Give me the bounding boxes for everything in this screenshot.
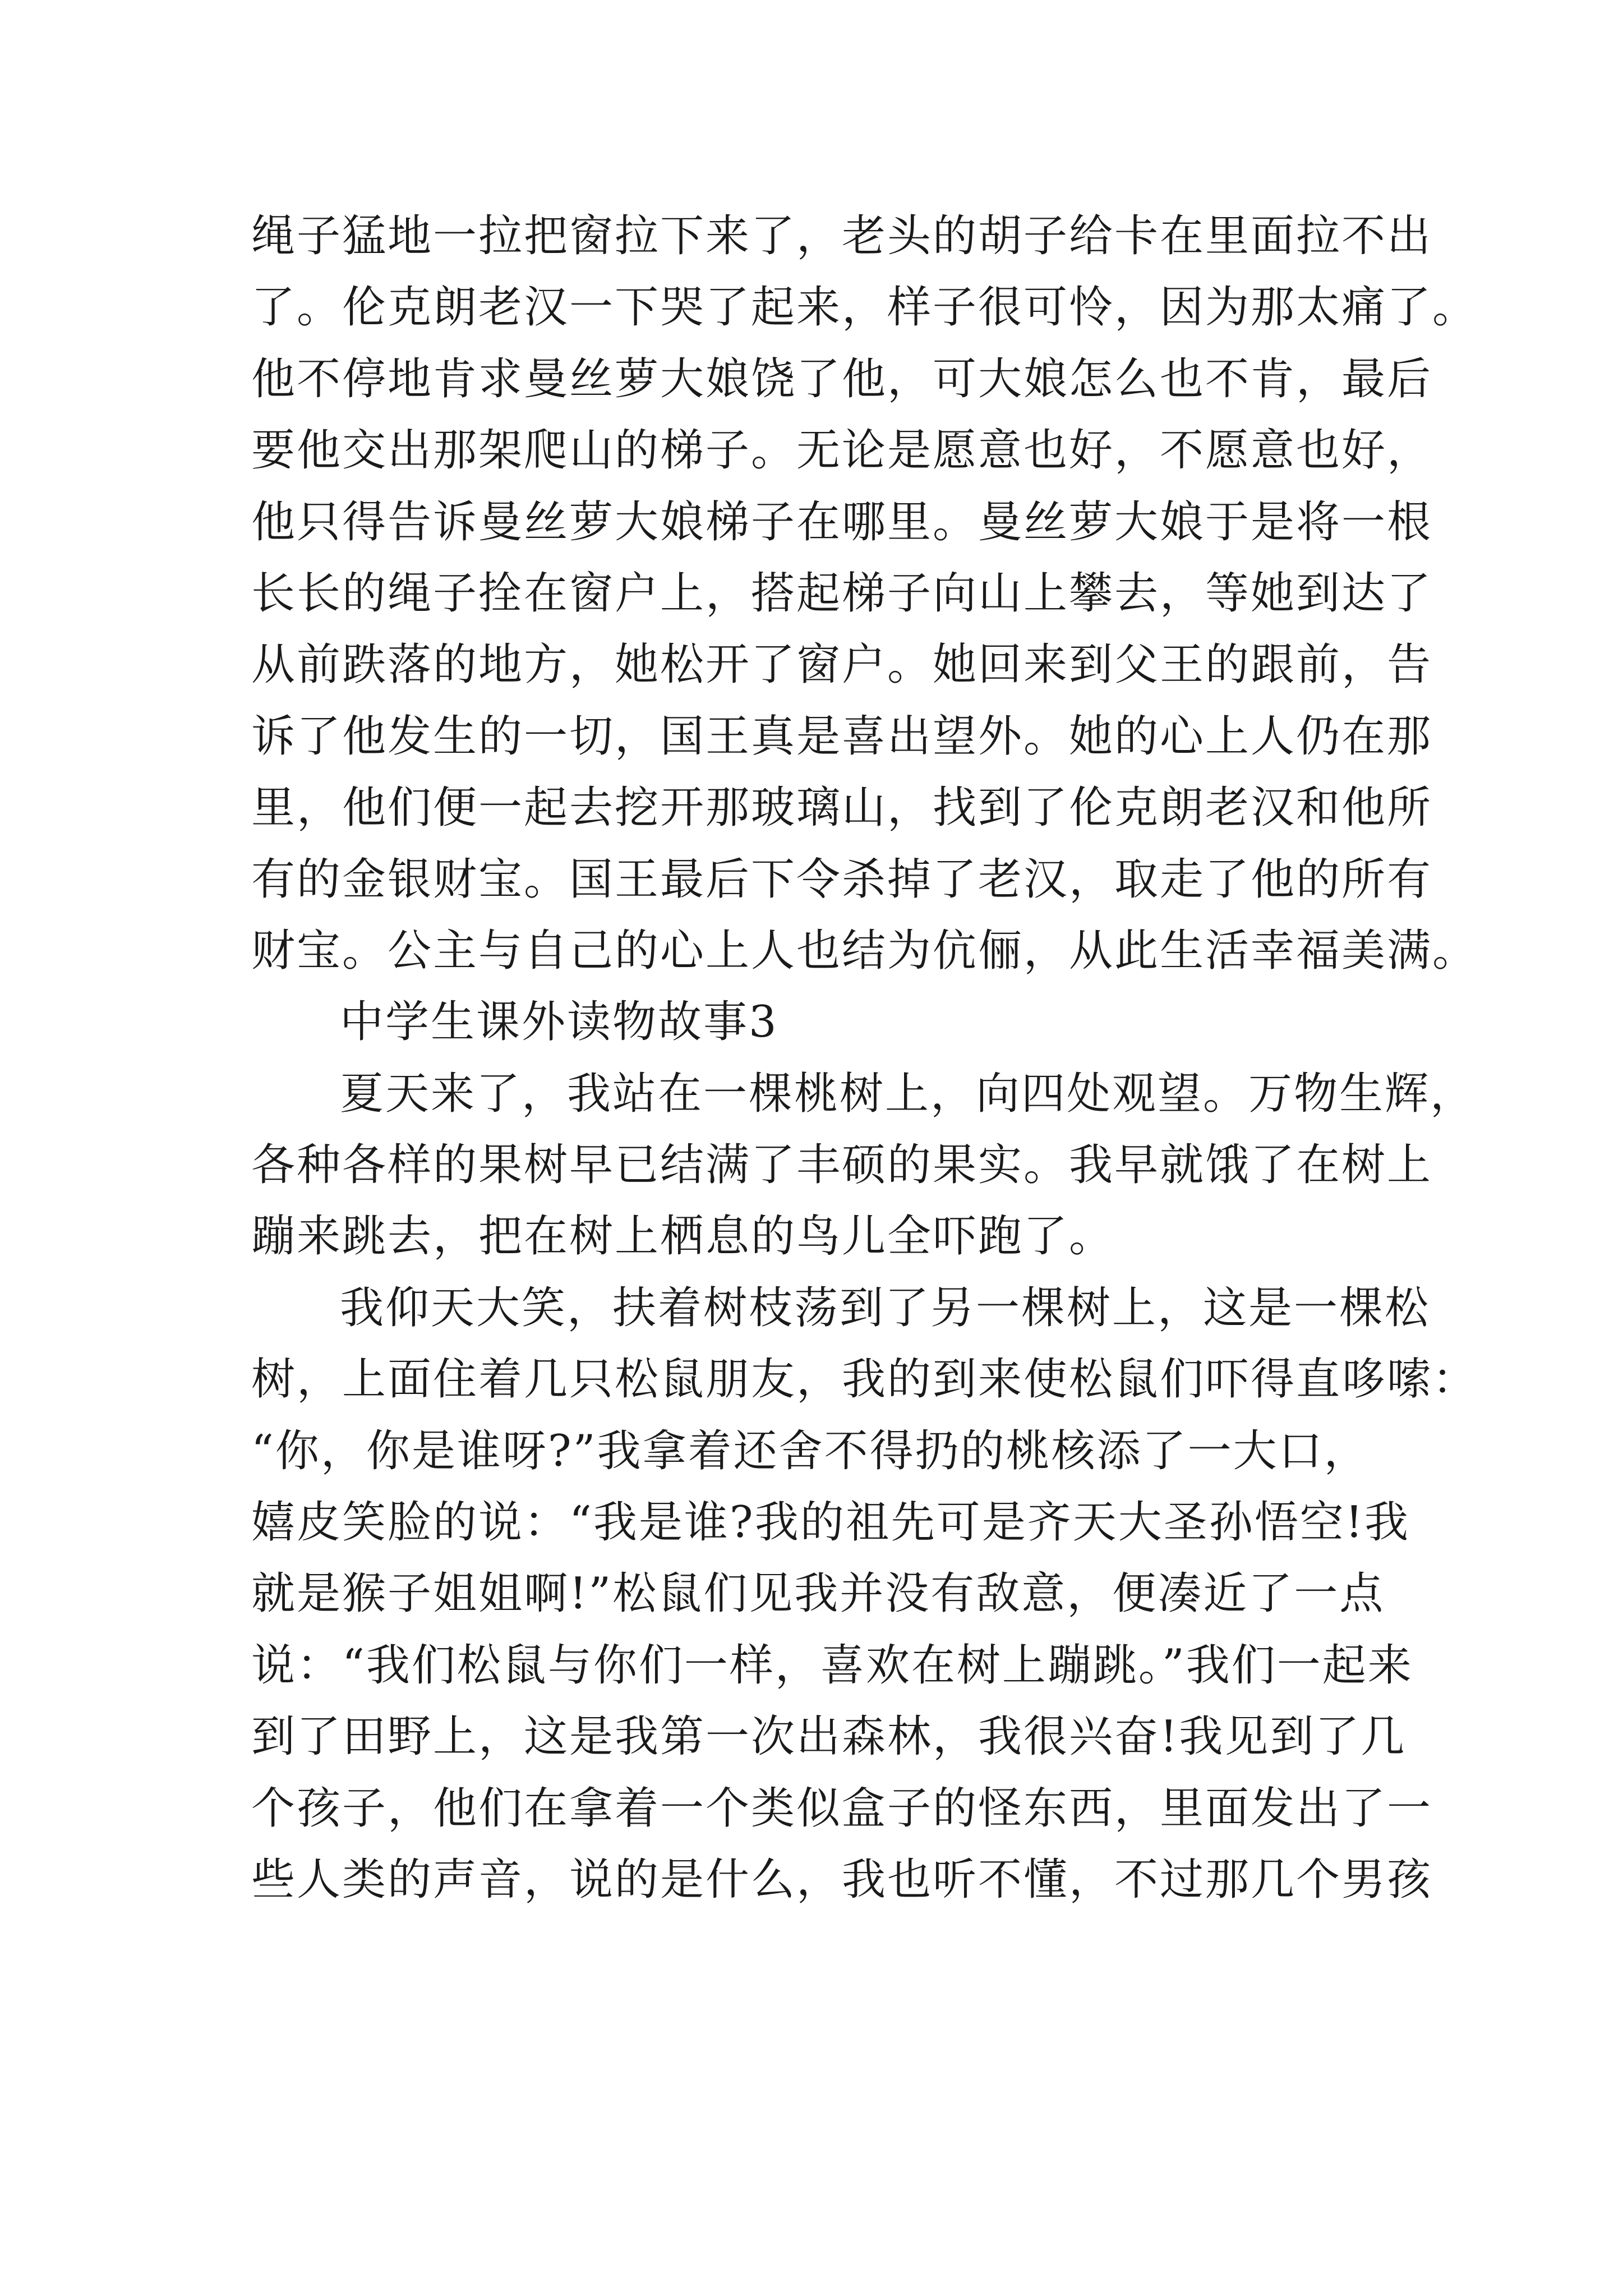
- text-line: 里，他们便一起去挖开那玻璃山，找到了伦克朗老汉和他所: [251, 783, 1433, 834]
- text-line: 树，上面住着几只松鼠朋友，我的到来使松鼠们吓得直哆嗦：: [251, 1354, 1478, 1405]
- text-line: 了。伦克朗老汉一下哭了起来，样子很可怜，因为那太痛了。: [251, 282, 1478, 333]
- text-line: 蹦来跳去，把在树上栖息的鸟儿全吓跑了。: [251, 1211, 1115, 1262]
- text-line: 到了田野上，这是我第一次出森林，我很兴奋!我见到了几: [251, 1711, 1407, 1763]
- text-line: 嬉皮笑脸的说：“我是谁?我的祖先可是齐天大圣孙悟空!我: [251, 1497, 1410, 1548]
- text-line: 我仰天大笑，扶着树枝荡到了另一棵树上，这是一棵松: [340, 1282, 1431, 1333]
- text-line: 从前跌落的地方，她松开了窗户。她回来到父王的跟前，告: [251, 639, 1433, 691]
- text-line: 绳子猛地一拉把窗拉下来了，老头的胡子给卡在里面拉不出: [251, 211, 1433, 261]
- text-line: “你，你是谁呀?”我拿着还舍不得扔的桃核添了一大口，: [251, 1425, 1370, 1476]
- text-line: 他不停地肯求曼丝萝大娘饶了他，可大娘怎么也不肯，最后: [251, 353, 1433, 404]
- text-line: 夏天来了，我站在一棵桃树上，向四处观望。万物生辉，: [340, 1068, 1476, 1119]
- text-line: 财宝。公主与自己的心上人也结为伉俪，从此生活幸福美满。: [251, 925, 1478, 976]
- text-line: 些人类的声音，说的是什么，我也听不懂，不过那几个男孩: [251, 1854, 1433, 1905]
- text-line: 各种各样的果树早已结满了丰硕的果实。我早就饿了在树上: [251, 1140, 1433, 1191]
- section-heading: 中学生课外读物故事3: [340, 997, 778, 1048]
- text-line: 个孩子，他们在拿着一个类似盒子的怪东西，里面发出了一: [251, 1783, 1433, 1834]
- text-line: 有的金银财宝。国王最后下令杀掉了老汉，取走了他的所有: [251, 854, 1433, 905]
- text-line: 说：“我们松鼠与你们一样，喜欢在树上蹦跳。”我们一起来: [251, 1640, 1413, 1691]
- text-line: 就是猴子姐姐啊!”松鼠们见我并没有敌意，便凑近了一点: [251, 1568, 1385, 1619]
- text-line: 他只得告诉曼丝萝大娘梯子在哪里。曼丝萝大娘于是将一根: [251, 496, 1433, 547]
- text-line: 要他交出那架爬山的梯子。无论是愿意也好，不愿意也好，: [251, 425, 1433, 476]
- body-text: [251, 201, 1478, 1916]
- text-line: 诉了他发生的一切，国王真是喜出望外。她的心上人仍在那: [251, 711, 1433, 762]
- text-line: 长长的绳子拴在窗户上，搭起梯子向山上攀去，等她到达了: [251, 568, 1433, 619]
